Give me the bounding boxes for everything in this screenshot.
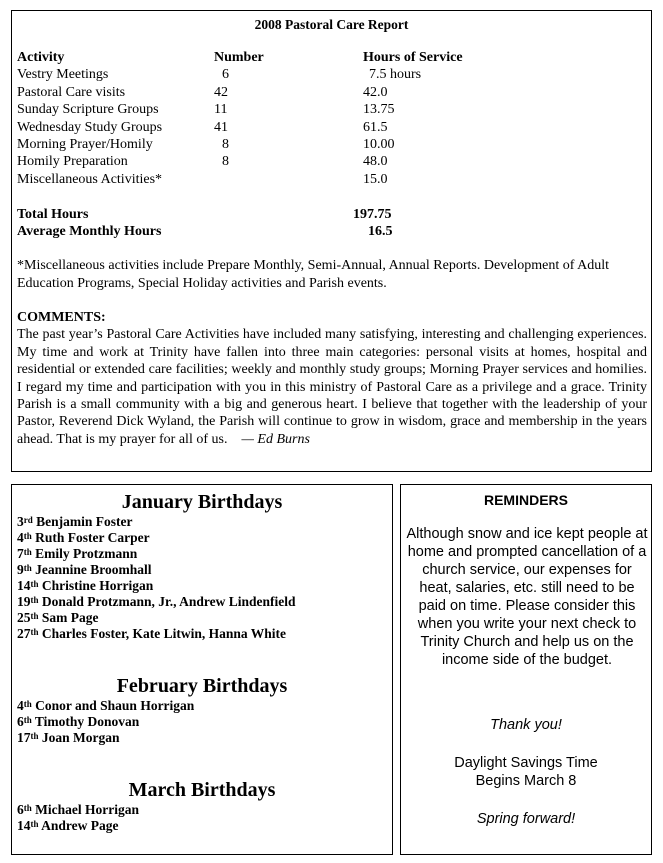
birthdays-box	[11, 484, 393, 855]
activity-cell: Pastoral Care visits	[17, 84, 126, 100]
number-cell: 41	[214, 119, 228, 135]
birthday-day: 4	[17, 698, 24, 713]
activity-cell: Morning Prayer/Homily	[17, 136, 153, 152]
birthday-names: Donald Protzmann, Jr., Andrew Lindenfield	[41, 594, 296, 609]
dst-line-2: Begins March 8	[475, 773, 577, 789]
number-cell: 8	[222, 154, 229, 170]
day-suffix: rd	[23, 515, 33, 525]
day-suffix: th	[23, 803, 32, 813]
list-item	[17, 730, 194, 746]
activity-cell: Wednesday Study Groups	[17, 119, 163, 135]
birthday-names: Charles Foster, Kate Litwin, Hanna White	[41, 626, 287, 641]
birthday-names: Joan Morgan	[41, 730, 120, 745]
list-item	[17, 530, 296, 546]
day-suffix: th	[30, 731, 39, 741]
comments-text: The past year’s Pastoral Care Activities have included many satisfying, interesting and challenging experiences. My time and work at Trinity have fallen into three main categories: personal visits at homes, hospital and residential or extended care facilities; weekly and monthly study groups; Morning Prayer services and homilies. I regard my time and participation with you in this ministry of Pastoral Care as a privilege and a grace. Trinity Parish is a small community with a big and generous heart. I believe that together with the leadership of your Pastor, Reverend Dick Wyland, the Parish will continue to grow in wisdom, grace and membership in the years ahead. That is my prayer for all of us.	[17, 327, 647, 447]
birthday-names: Benjamin Foster	[36, 514, 133, 529]
day-suffix: th	[30, 627, 39, 637]
list-item	[17, 698, 194, 714]
header-hours: Hours of Service	[363, 50, 463, 65]
list-item	[17, 594, 296, 610]
january-list	[17, 514, 296, 642]
list-item	[17, 802, 139, 818]
february-list	[17, 698, 194, 746]
hours-cell: 7.5 hours	[369, 67, 422, 83]
header-number: Number	[214, 50, 264, 65]
average-hours-value: 16.5	[368, 223, 393, 239]
birthday-names: Christine Horrigan	[41, 578, 154, 593]
list-item	[17, 818, 139, 834]
list-item	[17, 610, 296, 626]
total-hours-value: 197.75	[353, 206, 392, 222]
number-cell: 11	[214, 102, 228, 118]
birthday-day: 25	[17, 610, 31, 625]
birthday-day: 6	[17, 714, 24, 729]
birthday-names: Emily Protzmann	[35, 546, 138, 561]
activity-cell: Miscellaneous Activities*	[17, 171, 163, 187]
day-suffix: th	[23, 563, 32, 573]
day-suffix: th	[30, 819, 39, 829]
march-list	[17, 802, 139, 834]
number-cell: 42	[214, 84, 228, 100]
birthday-day: 9	[17, 562, 24, 577]
list-item	[17, 562, 296, 578]
list-item	[17, 714, 194, 730]
january-heading: January Birthdays	[121, 491, 283, 513]
footnote: *Miscellaneous activities include Prepare Monthly, Semi-Annual, Annual Reports. Development of Adult Education Programs, Special Holiday activities and Parish events.	[17, 258, 610, 291]
comments-body	[17, 326, 647, 448]
birthday-names: Timothy Donovan	[34, 714, 140, 729]
dst-line-1: Daylight Savings Time	[454, 755, 598, 771]
day-suffix: th	[30, 595, 39, 605]
birthday-day: 7	[17, 546, 24, 561]
birthday-day: 14	[17, 578, 31, 593]
birthday-day: 17	[17, 730, 31, 745]
comments-section	[17, 309, 647, 448]
hours-cell: 42.0	[363, 84, 388, 100]
birthday-day: 3	[17, 514, 24, 529]
day-suffix: th	[23, 531, 32, 541]
pastoral-care-report	[11, 10, 652, 472]
birthday-names: Conor and Shaun Horrigan	[35, 698, 195, 713]
march-heading: March Birthdays	[128, 779, 276, 801]
thank-you-text: Thank you!	[490, 717, 562, 733]
hours-cell: 15.0	[363, 171, 388, 187]
comments-heading: COMMENTS:	[17, 310, 106, 325]
reminders-body: Although snow and ice kept people at home and prompted cancellation of a church service, our expenses for heat, salaries, etc. still need to be paid on time. Please consider this when you write your next check to Trinity Church and help us on the income side of the budget.	[406, 526, 648, 668]
birthday-day: 27	[17, 626, 31, 641]
list-item	[17, 514, 296, 530]
spring-forward-text: Spring forward!	[476, 811, 576, 827]
list-item	[17, 578, 296, 594]
birthday-day: 4	[17, 530, 24, 545]
list-item	[17, 546, 296, 562]
activity-cell: Sunday Scripture Groups	[17, 102, 159, 118]
activity-cell: Homily Preparation	[17, 154, 128, 170]
reminders-box	[400, 484, 652, 855]
birthday-day: 14	[17, 818, 31, 833]
birthday-day: 19	[17, 594, 31, 609]
birthday-day: 6	[17, 802, 24, 817]
day-suffix: th	[23, 715, 32, 725]
header-activity: Activity	[17, 50, 65, 65]
hours-cell: 61.5	[363, 119, 388, 135]
day-suffix: th	[30, 611, 39, 621]
signature: — Ed Burns	[241, 431, 310, 447]
day-suffix: th	[23, 547, 32, 557]
number-cell: 6	[222, 67, 229, 83]
average-hours-label: Average Monthly Hours	[17, 223, 162, 239]
number-cell: 8	[222, 136, 229, 152]
activity-cell: Vestry Meetings	[17, 67, 109, 83]
list-item	[17, 626, 296, 642]
day-suffix: th	[30, 579, 39, 589]
day-suffix: th	[23, 699, 32, 709]
february-heading: February Birthdays	[116, 675, 288, 697]
daylight-savings-notice	[401, 754, 651, 790]
birthday-names: Jeannine Broomhall	[35, 562, 152, 577]
birthday-names: Sam Page	[41, 610, 99, 625]
birthday-names: Ruth Foster Carper	[35, 530, 150, 545]
birthday-names: Andrew Page	[41, 818, 119, 833]
birthday-names: Michael Horrigan	[35, 802, 139, 817]
reminders-title: REMINDERS	[483, 492, 568, 508]
hours-cell: 48.0	[363, 154, 388, 170]
total-hours-label: Total Hours	[17, 206, 89, 222]
hours-cell: 10.00	[363, 136, 395, 152]
hours-cell: 13.75	[363, 102, 395, 118]
report-title: 2008 Pastoral Care Report	[254, 17, 409, 32]
